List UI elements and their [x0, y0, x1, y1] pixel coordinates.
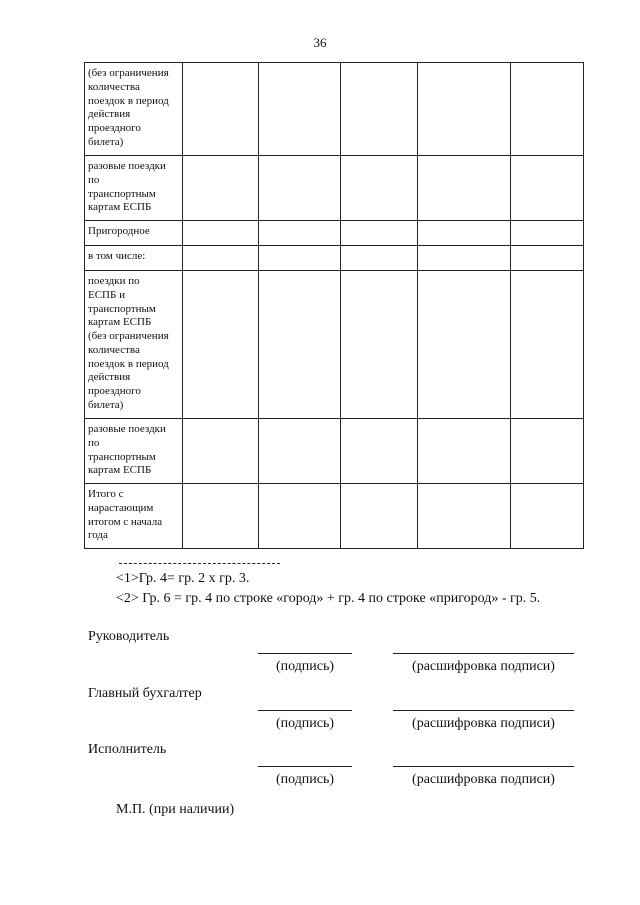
table-cell — [259, 221, 341, 246]
table-cell — [259, 156, 341, 221]
table-cell — [183, 63, 259, 156]
decoding-line — [393, 710, 574, 711]
decoding-caption: (расшифровка подписи) — [412, 659, 555, 674]
table-cell — [341, 246, 418, 271]
table-cell — [511, 221, 584, 246]
table-cell — [418, 271, 511, 419]
table-row — [85, 419, 584, 484]
table-cell — [341, 156, 418, 221]
table-cell — [259, 63, 341, 156]
decoding-caption: (расшифровка подписи) — [412, 716, 555, 731]
table-row — [85, 221, 584, 246]
table-row — [85, 484, 584, 549]
table-cell — [511, 484, 584, 549]
signature-line — [258, 766, 352, 767]
signature-caption: (подпись) — [275, 772, 335, 787]
table-cell — [418, 156, 511, 221]
signature-caption: (подпись) — [275, 716, 335, 731]
row-label: Итого с нарастающим итогом с начала года — [85, 484, 183, 549]
page-number: 36 — [313, 35, 327, 50]
row-label: поездки по ЕСПБ и транспортным картам ЕСПБ (без ограничения количества поездок в период действия проездного билета) — [85, 271, 183, 419]
decoding-line — [393, 766, 574, 767]
footnote-1: <1>Гр. 4= гр. 2 х гр. 3. — [116, 571, 250, 586]
table-cell — [341, 484, 418, 549]
table-cell — [259, 419, 341, 484]
stamp-note: М.П. (при наличии) — [116, 802, 235, 817]
table-row — [85, 156, 584, 221]
table-cell — [259, 271, 341, 419]
row-label: в том числе: — [85, 246, 183, 271]
table-row — [85, 246, 584, 271]
decoding-caption: (расшифровка подписи) — [412, 772, 555, 787]
report-table — [84, 62, 584, 549]
row-label: разовые поездки по транспортным картам ЕСПБ — [85, 156, 183, 221]
table-cell — [418, 419, 511, 484]
row-label: (без ограничения количества поездок в период действия проездного билета) — [85, 63, 183, 156]
table-cell — [418, 63, 511, 156]
table-cell — [418, 484, 511, 549]
table-cell — [341, 63, 418, 156]
decoding-line — [393, 653, 574, 654]
table-cell — [511, 246, 584, 271]
table-cell — [183, 156, 259, 221]
table-cell — [183, 246, 259, 271]
table-cell — [341, 419, 418, 484]
table-cell — [341, 221, 418, 246]
table-cell — [511, 63, 584, 156]
table-row — [85, 271, 584, 419]
role-executor: Исполнитель — [88, 742, 167, 757]
footnote-separator — [119, 563, 280, 564]
table-cell — [259, 246, 341, 271]
table-cell — [341, 271, 418, 419]
footnote-2: <2> Гр. 6 = гр. 4 по строке «город» + гр. 4 по строке «пригород» - гр. 5. — [116, 591, 541, 606]
row-label: разовые поездки по транспортным картам ЕСПБ — [85, 419, 183, 484]
table-cell — [183, 221, 259, 246]
signature-line — [258, 653, 352, 654]
table-cell — [183, 271, 259, 419]
table-cell — [259, 484, 341, 549]
row-label: Пригородное — [85, 221, 183, 246]
role-chief-accountant: Главный бухгалтер — [88, 686, 202, 701]
signature-line — [258, 710, 352, 711]
table-cell — [183, 484, 259, 549]
table-cell — [511, 156, 584, 221]
table-cell — [511, 419, 584, 484]
signature-caption: (подпись) — [275, 659, 335, 674]
table-row — [85, 63, 584, 156]
table-cell — [183, 419, 259, 484]
role-head: Руководитель — [88, 629, 170, 644]
table-cell — [418, 221, 511, 246]
table-cell — [418, 246, 511, 271]
table-cell — [511, 271, 584, 419]
